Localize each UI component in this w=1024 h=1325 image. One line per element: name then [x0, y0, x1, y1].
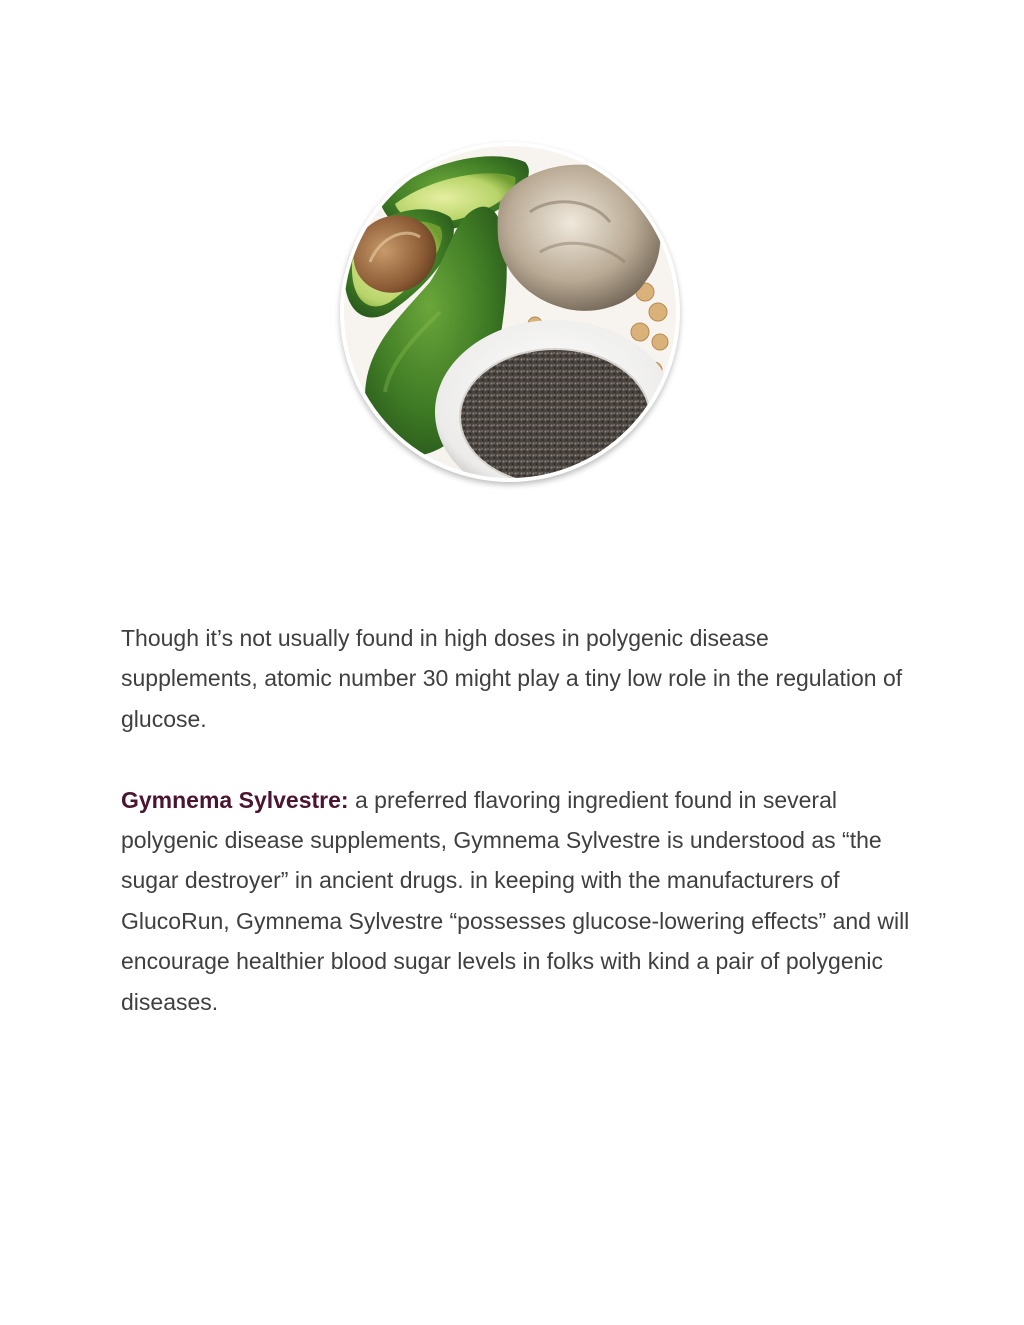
gymnema-term: Gymnema Sylvestre: — [121, 786, 349, 813]
food-photo-icon — [340, 142, 680, 482]
article-text — [121, 618, 911, 1022]
gymnema-paragraph — [121, 780, 911, 1022]
zinc-paragraph: Though it’s not usually found in high doses in polygenic disease supplements, atomic number 30 might play a tiny low role in the regulation of glucose. — [121, 625, 903, 732]
gymnema-description: a preferred flavoring ingredient found in several polygenic disease supplements, Gymnema Sylvestre is understood as “the sugar destroyer” in ancient drugs. in keeping with the manufacturers of GlucoRun, Gymnema Sylvestre “possesses glucose-lowering effects” and will encourage healthier blood sugar levels in folks with kind a pair of polygenic diseases. — [121, 786, 910, 1015]
food-photo — [340, 142, 680, 482]
